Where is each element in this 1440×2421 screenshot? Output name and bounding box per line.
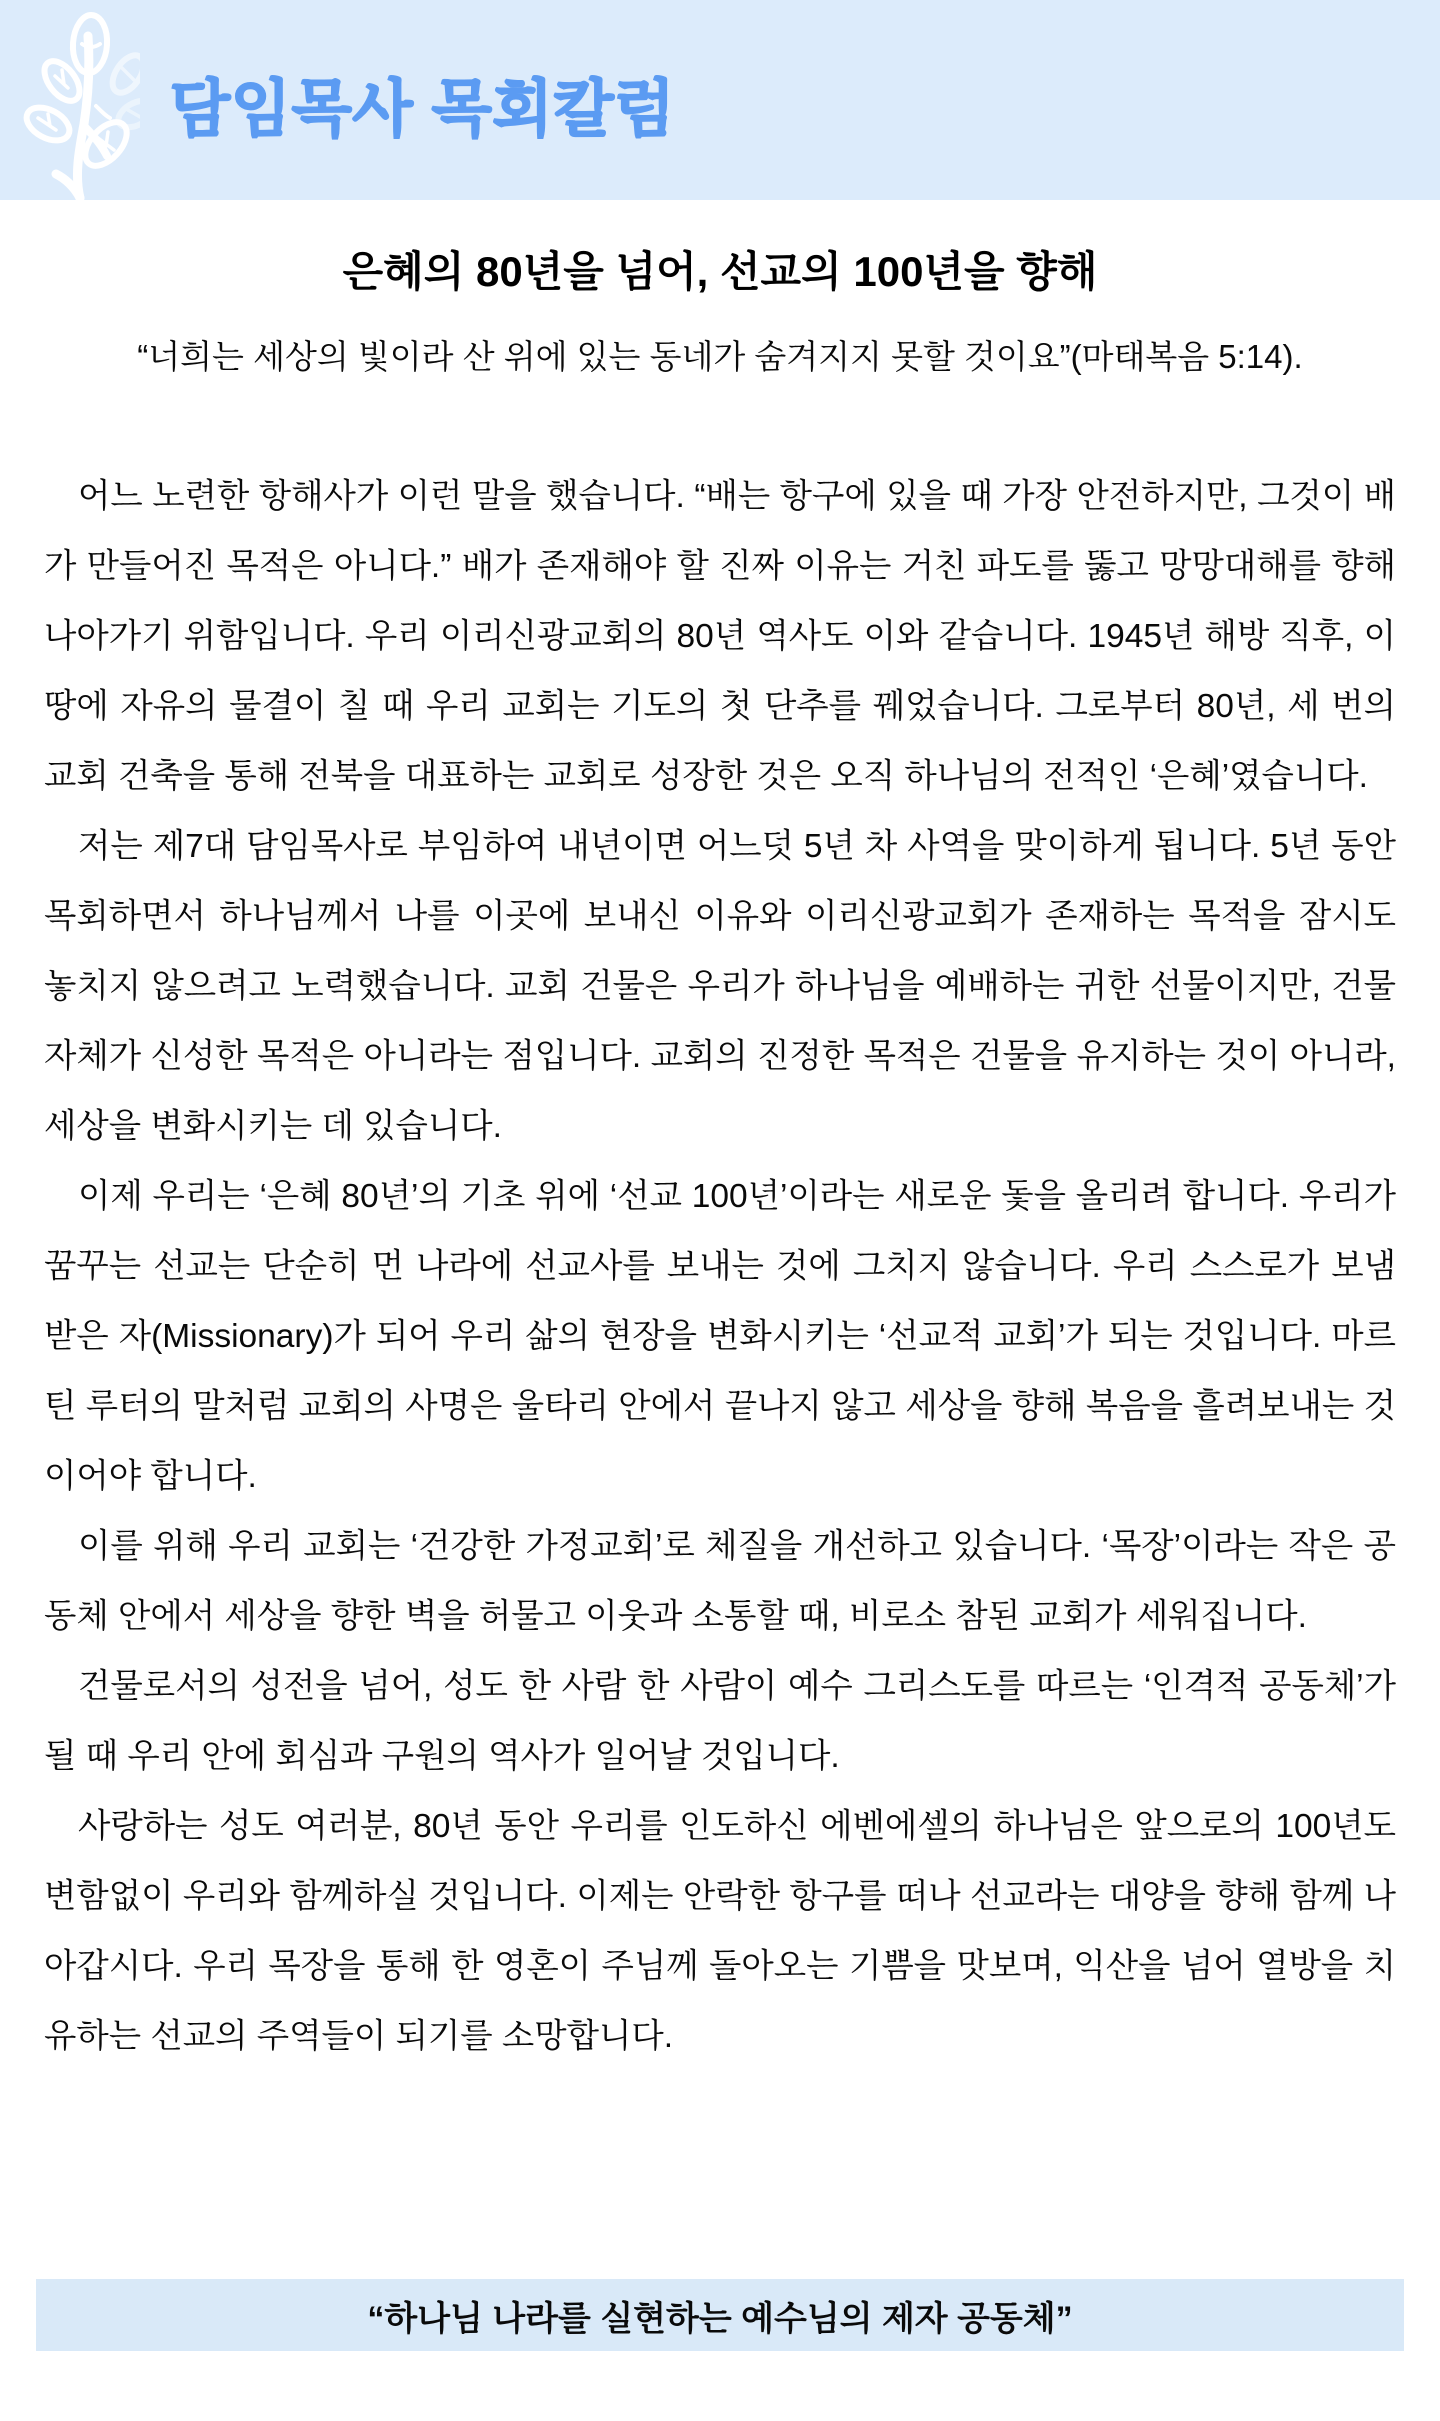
article-paragraph: 건물로서의 성전을 넘어, 성도 한 사람 한 사람이 예수 그리스도를 따르는 ‘인격적 공동체’가 될 때 우리 안에 회심과 구원의 역사가 일어날 것입니다. — [44, 1668, 1396, 1775]
article-title: 은혜의 80년을 넘어, 선교의 100년을 향해 — [342, 248, 1098, 295]
column-article — [0, 200, 1440, 2072]
article-paragraph: 사랑하는 성도 여러분, 80년 동안 우리를 인도하신 에벤에셀의 하나님은 앞으로의 100년도 변함없이 우리와 함께하실 것입니다. 이제는 안락한 항구를 떠나 선교라는 대양을 향해 함께 나아갑시다. 우리 목장을 통해 한 영혼이 주님께 돌아오는 기쁨을 맛보며, 익산을 넘어 열방을 치유하는 선교의 주역들이 되기를 소망합니다. — [44, 1808, 1396, 2055]
branch-leaves-icon — [10, 6, 140, 200]
column-banner — [0, 0, 1440, 200]
article-paragraph: 저는 제7대 담임목사로 부임하여 내년이면 어느덧 5년 차 사역을 맞이하게 됩니다. 5년 동안 목회하면서 하나님께서 나를 이곳에 보내신 이유와 이리신광교회가 존재하는 목적을 잠시도 놓치지 않으려고 노력했습니다. 교회 건물은 우리가 하나님을 예배하는 귀한 선물이지만, 건물 자체가 신성한 목적은 아니라는 점입니다. 교회의 진정한 목적은 건물을 유지하는 것이 아니라, 세상을 변화시키는 데 있습니다. — [44, 828, 1396, 1145]
article-paragraph: 이제 우리는 ‘은혜 80년’의 기초 위에 ‘선교 100년’이라는 새로운 돛을 올리려 합니다. 우리가 꿈꾸는 선교는 단순히 먼 나라에 선교사를 보내는 것에 그치지 않습니다. 우리 스스로가 보냄 받은 자(Missionary)가 되어 우리 삶의 현장을 변화시키는 ‘선교적 교회’가 되는 것입니다. 마르틴 루터의 말처럼 교회의 사명은 울타리 안에서 끝나지 않고 세상을 향해 복음을 흘려보내는 것이어야 합니다. — [44, 1178, 1396, 1495]
scripture-verse: “너희는 세상의 빛이라 산 위에 있는 동네가 숨겨지지 못할 것이요”(마태복음 5:14). — [137, 338, 1303, 375]
church-motto-text: “하나님 나라를 실현하는 예수님의 제자 공동체” — [367, 2299, 1073, 2338]
church-motto-bar — [36, 2279, 1404, 2351]
article-body — [44, 462, 1396, 2072]
column-banner-title: 담임목사 목회칼럼 — [170, 75, 676, 145]
article-paragraph: 어느 노련한 항해사가 이런 말을 했습니다. “배는 항구에 있을 때 가장 안전하지만, 그것이 배가 만들어진 목적은 아니다.” 배가 존재해야 할 진짜 이유는 거친 파도를 뚫고 망망대해를 향해 나아가기 위함입니다. 우리 이리신광교회의 80년 역사도 이와 같습니다. 1945년 해방 직후, 이 땅에 자유의 물결이 칠 때 우리 교회는 기도의 첫 단추를 꿰었습니다. 그로부터 80년, 세 번의 교회 건축을 통해 전북을 대표하는 교회로 성장한 것은 오직 하나님의 전적인 ‘은혜’였습니다. — [44, 478, 1396, 795]
article-paragraph: 이를 위해 우리 교회는 ‘건강한 가정교회’로 체질을 개선하고 있습니다. ‘목장’이라는 작은 공동체 안에서 세상을 향한 벽을 허물고 이웃과 소통할 때, 비로소 참된 교회가 세워집니다. — [44, 1528, 1396, 1635]
